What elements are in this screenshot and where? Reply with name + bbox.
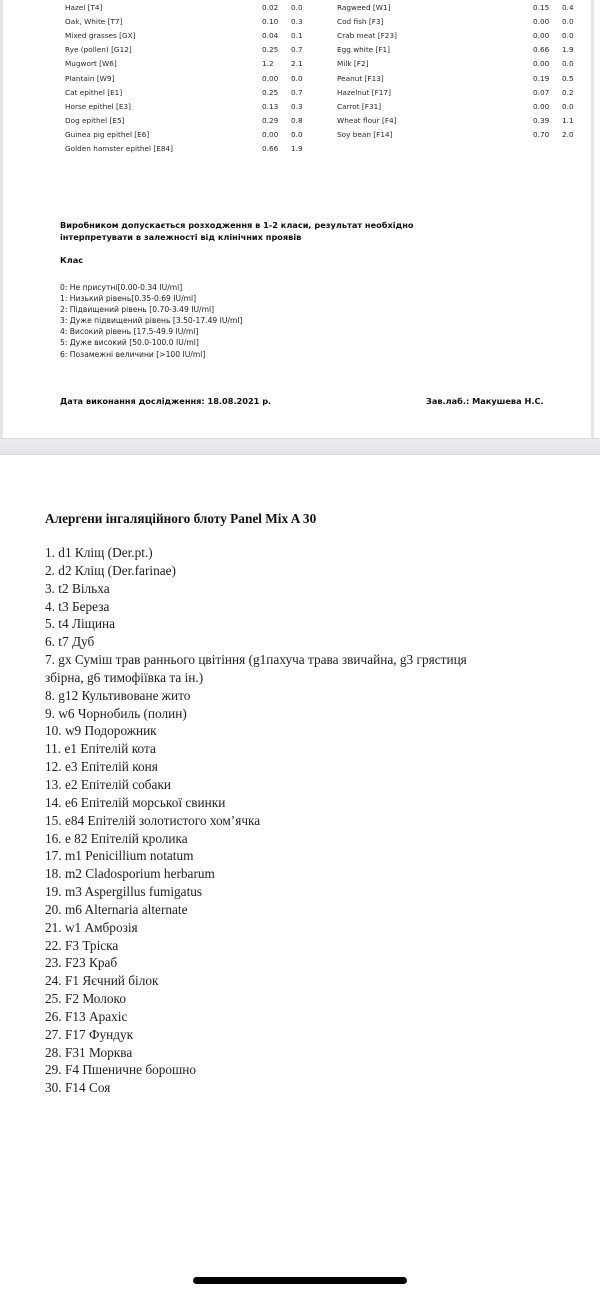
class-value: 0.0 [291, 3, 303, 12]
class-value: 0.0 [562, 59, 574, 69]
allergen-name: Hazel [T4] [65, 3, 103, 12]
class-value: 1.1 [562, 115, 574, 125]
result-row [3, 15, 597, 29]
class-value: 0.7 [291, 45, 303, 55]
page-separator [0, 438, 600, 455]
allergen-list-item: 6. t7 Дуб [45, 634, 95, 650]
allergen-list-item: 9. w6 Чорнобиль (полин) [45, 705, 187, 721]
class-value: 1.9 [562, 45, 574, 55]
home-indicator[interactable] [193, 1277, 407, 1284]
allergen-list-item: 22. F3 Тріска [45, 937, 119, 953]
manufacturer-note: Виробником допускається розходження в 1-2 класи, результат необхідно інтерпретувати в залежності від клінічних проявів [60, 220, 414, 242]
allergen-name: Dog epithel [E5] [65, 115, 125, 125]
result-row [3, 128, 597, 142]
allergen-list [45, 544, 485, 1097]
result-row [3, 100, 597, 114]
allergen-name: Guinea pig epithel [E6] [65, 129, 150, 139]
class-value: 0.0 [291, 129, 303, 139]
class-legend [60, 282, 243, 360]
class-value: 1.9 [291, 144, 303, 153]
allergen-name: Hazelnut [F17] [337, 87, 391, 97]
iu-value: 0.04 [262, 31, 279, 41]
iu-value: 0.00 [533, 101, 550, 111]
allergen-list-item: 27. F17 Фундук [45, 1026, 134, 1042]
class-legend-item: 4: Високий рівень [17.5-49.9 IU/ml] [60, 327, 199, 337]
allergen-name: Egg white [F1] [337, 45, 391, 55]
iu-value: 0.00 [533, 17, 550, 27]
iu-value: 0.02 [262, 3, 279, 12]
class-legend-item: 6: Позамежні величини [>100 IU/ml] [60, 349, 206, 359]
result-row [3, 72, 597, 86]
class-value: 0.4 [562, 3, 574, 12]
iu-value: 1.2 [262, 59, 274, 69]
allergen-list-item: 30. F14 Соя [45, 1080, 111, 1096]
iu-value: 0.13 [262, 101, 279, 111]
allergen-name: Mugwort [W6] [65, 59, 117, 69]
iu-value: 0.19 [533, 73, 550, 83]
iu-value: 0.66 [533, 45, 550, 55]
allergen-list-item: 26. F13 Арахіс [45, 1008, 128, 1024]
allergen-list-item: 2. d2 Кліщ (Der.farinae) [45, 562, 176, 578]
class-value: 0.5 [562, 73, 574, 83]
class-value: 0.3 [291, 101, 303, 111]
allergen-list-item: 10. w9 Подорожник [45, 723, 157, 739]
allergen-list-item: 1. d1 Кліщ (Der.pt.) [45, 545, 153, 560]
allergen-list-item: 4. t3 Береза [45, 598, 110, 614]
allergen-name: Peanut [F13] [337, 73, 384, 83]
class-legend-item: 3: Дуже підвищений рівень [3.50-17.49 IU/ml] [60, 316, 243, 326]
allergen-name: Cod fish [F3] [337, 17, 384, 27]
class-value: 0.7 [291, 87, 303, 97]
class-legend-item: 5: Дуже високий [50.0-100.0 IU/ml] [60, 338, 199, 348]
allergen-name: Wheat flour [F4] [337, 115, 397, 125]
test-date: Дата виконання дослідження: 18.08.2021 р. [60, 396, 272, 406]
allergen-list-item: 11. e1 Епітелій кота [45, 741, 156, 757]
class-value: 0.0 [562, 101, 574, 111]
class-value: 0.2 [562, 87, 574, 97]
allergen-name: Milk [F2] [337, 59, 369, 69]
allergen-list-item: 16. e 82 Епітелій кролика [45, 830, 188, 846]
class-heading: Клас [60, 255, 84, 265]
allergen-list-item: 3. t2 Вільха [45, 580, 110, 596]
allergen-name: Golden hamster epithel [E84] [65, 144, 173, 153]
result-row [3, 43, 597, 57]
allergen-list-item: 12. e3 Епітелій коня [45, 759, 158, 775]
allergen-list-item: 28. F31 Морква [45, 1044, 133, 1060]
allergen-name: Ragweed [W1] [337, 3, 391, 12]
class-value: 2.1 [291, 59, 303, 69]
iu-value: 0.70 [533, 129, 550, 139]
iu-value: 0.25 [262, 87, 279, 97]
class-value: 0.0 [291, 73, 303, 83]
result-row [3, 1, 597, 15]
allergen-list-item: 18. m2 Cladosporium herbarum [45, 866, 215, 882]
result-row [3, 86, 597, 100]
result-row [3, 114, 597, 128]
allergen-name: Rye (pollen) [G12] [65, 45, 132, 55]
allergen-name: Crab meat [F23] [337, 31, 397, 41]
iu-value: 0.00 [262, 73, 279, 83]
iu-value: 0.00 [262, 129, 279, 139]
allergen-name: Plantain [W9] [65, 73, 115, 83]
iu-value: 0.29 [262, 115, 279, 125]
allergen-list-item: 21. w1 Амброзія [45, 919, 138, 935]
class-value: 0.8 [291, 115, 303, 125]
allergen-list-item: 5. t4 Ліщина [45, 616, 116, 632]
allergen-list-item: 13. e2 Епітелій собаки [45, 776, 172, 792]
allergen-list-item: 25. F2 Молоко [45, 991, 126, 1007]
iu-value: 0.25 [262, 45, 279, 55]
class-legend-item: 1: Низький рівень[0.35-0.69 IU/ml] [60, 294, 197, 304]
iu-value: 0.10 [262, 17, 279, 27]
allergen-list-item: 17. m1 Penicillium notatum [45, 848, 194, 864]
class-value: 0.0 [562, 31, 574, 41]
result-row [3, 142, 597, 156]
class-value: 0.1 [291, 31, 303, 41]
iu-value: 0.07 [533, 87, 550, 97]
lab-report-page [0, 0, 594, 438]
allergen-list-item: 15. e84 Епітелій золотистого хом’ячка [45, 812, 261, 828]
class-value: 0.0 [562, 17, 574, 27]
iu-value: 0.39 [533, 115, 550, 125]
allergen-name: Soy bean [F14] [337, 129, 393, 139]
class-legend-item: 2: Підвищений рівень [0.70-3.49 IU/ml] [60, 305, 215, 315]
allergen-list-item: 8. g12 Культивоване жито [45, 687, 191, 703]
iu-value: 0.00 [533, 59, 550, 69]
allergen-list-item: 20. m6 Alternaria alternate [45, 901, 188, 917]
iu-value: 0.00 [533, 31, 550, 41]
allergen-list-item: 7. gx Суміш трав раннього цвітіння (g1пахуча трава звичайна, g3 грястиця збірна, g6 тимофіївка та ін.) [45, 652, 467, 685]
result-row [3, 57, 597, 71]
allergen-name: Horse epithel [E3] [65, 101, 131, 111]
iu-value: 0.66 [262, 144, 279, 153]
class-value: 0.3 [291, 17, 303, 27]
class-value: 2.0 [562, 129, 574, 139]
allergen-list-item: 29. F4 Пшеничне борошно [45, 1062, 197, 1078]
class-legend-item: 0: Не присутні[0.00-0.34 IU/ml] [60, 283, 183, 292]
lab-head-signature: Зав.лаб.: Макушева Н.С. [426, 396, 544, 406]
allergen-list-item: 19. m3 Aspergillus fumigatus [45, 884, 203, 900]
allergen-name: Cat epithel [E1] [65, 87, 123, 97]
result-row [3, 29, 597, 43]
iu-value: 0.15 [533, 3, 550, 12]
allergen-name: Mixed grasses [GX] [65, 31, 136, 41]
allergen-name: Carrot [F31] [337, 101, 382, 111]
allergen-list-item: 14. e6 Епітелій морської свинки [45, 794, 226, 810]
allergen-list-item: 23. F23 Краб [45, 955, 118, 971]
allergen-name: Oak, White [T7] [65, 17, 123, 27]
panel-title: Алергени інгаляційного блоту Panel Mix A 30 [45, 511, 317, 526]
allergen-list-item: 24. F1 Яєчний білок [45, 973, 159, 989]
